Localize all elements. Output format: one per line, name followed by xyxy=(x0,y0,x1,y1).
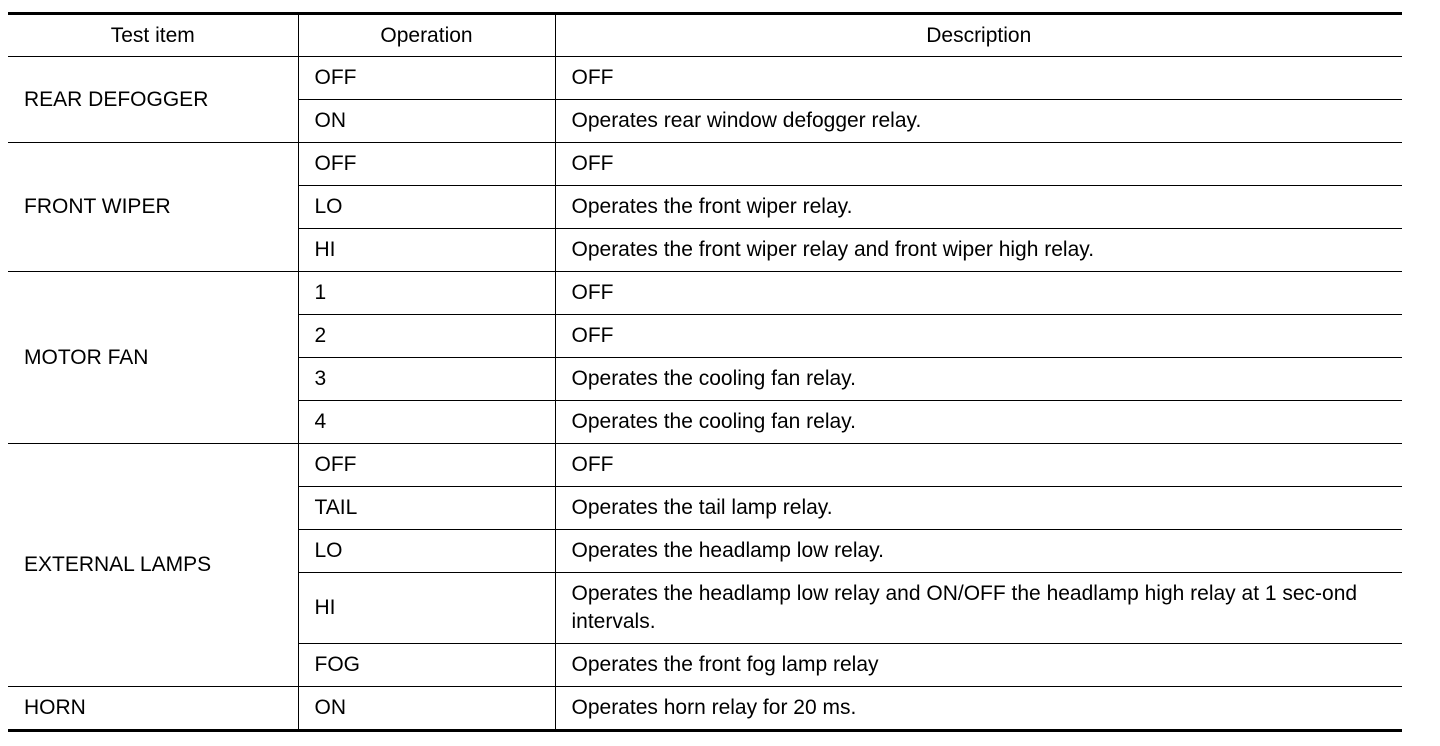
description-cell: Operates the cooling fan relay. xyxy=(555,401,1402,444)
operation-cell: LO xyxy=(298,530,555,573)
description-cell: Operates the headlamp low relay and ON/OFF the headlamp high relay at 1 sec-ond intervals. xyxy=(555,573,1402,644)
operation-cell: OFF xyxy=(298,444,555,487)
operation-cell: HI xyxy=(298,229,555,272)
description-cell: OFF xyxy=(555,57,1402,100)
header-test-item: Test item xyxy=(8,14,298,57)
operation-cell: ON xyxy=(298,100,555,143)
operation-cell: OFF xyxy=(298,143,555,186)
description-cell: Operates the headlamp low relay. xyxy=(555,530,1402,573)
description-cell: Operates the front wiper relay. xyxy=(555,186,1402,229)
table-row xyxy=(8,687,1402,731)
table-header-row xyxy=(8,14,1402,57)
test-item-motor-fan: MOTOR FAN xyxy=(8,272,298,444)
operation-cell: 4 xyxy=(298,401,555,444)
operation-cell: ON xyxy=(298,687,555,731)
description-cell: Operates the front fog lamp relay xyxy=(555,644,1402,687)
operation-cell: FOG xyxy=(298,644,555,687)
operation-cell: 2 xyxy=(298,315,555,358)
header-operation: Operation xyxy=(298,14,555,57)
description-cell: OFF xyxy=(555,444,1402,487)
description-cell: Operates rear window defogger relay. xyxy=(555,100,1402,143)
description-cell: Operates the tail lamp relay. xyxy=(555,487,1402,530)
operation-cell: HI xyxy=(298,573,555,644)
description-cell: Operates the cooling fan relay. xyxy=(555,358,1402,401)
operation-cell: OFF xyxy=(298,57,555,100)
active-test-table xyxy=(8,12,1402,732)
description-cell: Operates the front wiper relay and front wiper high relay. xyxy=(555,229,1402,272)
test-item-rear-defogger: REAR DEFOGGER xyxy=(8,57,298,143)
test-item-front-wiper: FRONT WIPER xyxy=(8,143,298,272)
test-item-horn: HORN xyxy=(8,687,298,731)
table-row xyxy=(8,143,1402,186)
table-row xyxy=(8,57,1402,100)
test-item-external-lamps: EXTERNAL LAMPS xyxy=(8,444,298,687)
description-cell: Operates horn relay for 20 ms. xyxy=(555,687,1402,731)
description-cell: OFF xyxy=(555,315,1402,358)
active-test-table-container xyxy=(8,12,1402,732)
operation-cell: LO xyxy=(298,186,555,229)
table-row xyxy=(8,272,1402,315)
header-description: Description xyxy=(555,14,1402,57)
table-row xyxy=(8,444,1402,487)
operation-cell: 3 xyxy=(298,358,555,401)
operation-cell: TAIL xyxy=(298,487,555,530)
description-cell: OFF xyxy=(555,272,1402,315)
operation-cell: 1 xyxy=(298,272,555,315)
description-cell: OFF xyxy=(555,143,1402,186)
